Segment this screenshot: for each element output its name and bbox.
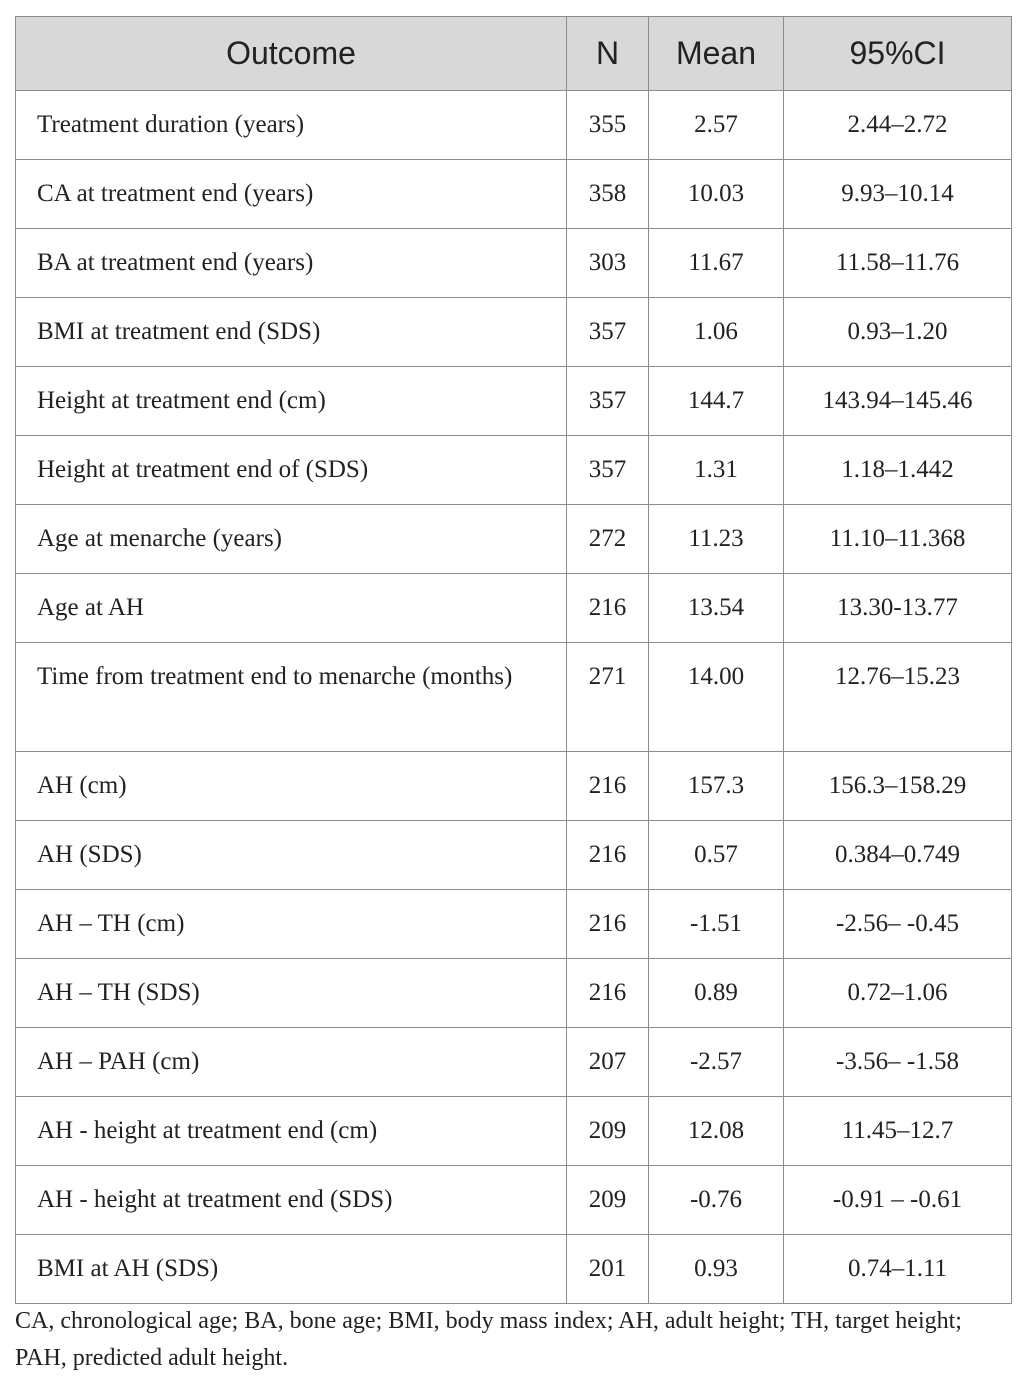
header-mean: Mean xyxy=(649,17,784,91)
cell-ci: 143.94–145.46 xyxy=(784,367,1012,436)
cell-n: 216 xyxy=(567,821,649,890)
cell-ci: 1.18–1.442 xyxy=(784,436,1012,505)
cell-ci: 0.72–1.06 xyxy=(784,959,1012,1028)
header-outcome: Outcome xyxy=(16,17,567,91)
table-row xyxy=(16,367,1012,436)
table-row xyxy=(16,229,1012,298)
header-ci: 95%CI xyxy=(784,17,1012,91)
cell-outcome: AH – TH (cm) xyxy=(16,890,567,959)
cell-ci: 11.58–11.76 xyxy=(784,229,1012,298)
table-header xyxy=(16,17,1012,91)
cell-mean: 0.93 xyxy=(649,1235,784,1304)
cell-ci: 0.74–1.11 xyxy=(784,1235,1012,1304)
cell-mean: 14.00 xyxy=(649,643,784,752)
table-row xyxy=(16,505,1012,574)
cell-ci: -3.56– -1.58 xyxy=(784,1028,1012,1097)
cell-mean: 13.54 xyxy=(649,574,784,643)
cell-mean: 1.06 xyxy=(649,298,784,367)
cell-mean: 11.23 xyxy=(649,505,784,574)
cell-ci: 12.76–15.23 xyxy=(784,643,1012,752)
cell-outcome: AH (SDS) xyxy=(16,821,567,890)
cell-ci: 2.44–2.72 xyxy=(784,91,1012,160)
cell-ci: -2.56– -0.45 xyxy=(784,890,1012,959)
cell-ci: 13.30-13.77 xyxy=(784,574,1012,643)
cell-outcome: BMI at treatment end (SDS) xyxy=(16,298,567,367)
cell-outcome: Treatment duration (years) xyxy=(16,91,567,160)
table-footnote: CA, chronological age; BA, bone age; BMI, body mass index; AH, adult height; TH, target height; PAH, predicted adult height. xyxy=(15,1308,962,1371)
cell-n: 209 xyxy=(567,1097,649,1166)
cell-outcome: BA at treatment end (years) xyxy=(16,229,567,298)
outcomes-table-container xyxy=(15,16,1011,1304)
table-row xyxy=(16,436,1012,505)
cell-n: 355 xyxy=(567,91,649,160)
cell-mean: 10.03 xyxy=(649,160,784,229)
table-row xyxy=(16,643,1012,752)
table-row xyxy=(16,574,1012,643)
cell-mean: 0.57 xyxy=(649,821,784,890)
cell-n: 357 xyxy=(567,298,649,367)
cell-mean: 12.08 xyxy=(649,1097,784,1166)
table-row xyxy=(16,821,1012,890)
header-row xyxy=(16,17,1012,91)
cell-outcome: AH - height at treatment end (SDS) xyxy=(16,1166,567,1235)
cell-n: 216 xyxy=(567,574,649,643)
cell-n: 303 xyxy=(567,229,649,298)
cell-outcome: BMI at AH (SDS) xyxy=(16,1235,567,1304)
table-row xyxy=(16,160,1012,229)
cell-outcome: Time from treatment end to menarche (months) xyxy=(16,643,567,752)
cell-outcome: Height at treatment end of (SDS) xyxy=(16,436,567,505)
cell-n: 216 xyxy=(567,959,649,1028)
cell-outcome: AH (cm) xyxy=(16,752,567,821)
cell-outcome: Age at AH xyxy=(16,574,567,643)
table-row xyxy=(16,959,1012,1028)
cell-mean: 1.31 xyxy=(649,436,784,505)
table-row xyxy=(16,1235,1012,1304)
cell-ci: 156.3–158.29 xyxy=(784,752,1012,821)
cell-outcome: AH – PAH (cm) xyxy=(16,1028,567,1097)
cell-mean: -2.57 xyxy=(649,1028,784,1097)
cell-mean: -0.76 xyxy=(649,1166,784,1235)
cell-ci: 11.45–12.7 xyxy=(784,1097,1012,1166)
cell-ci: 0.384–0.749 xyxy=(784,821,1012,890)
cell-n: 271 xyxy=(567,643,649,752)
table-row xyxy=(16,1097,1012,1166)
cell-n: 272 xyxy=(567,505,649,574)
outcomes-table xyxy=(15,16,1012,1304)
cell-mean: 157.3 xyxy=(649,752,784,821)
cell-n: 216 xyxy=(567,752,649,821)
table-row xyxy=(16,890,1012,959)
cell-n: 357 xyxy=(567,367,649,436)
table-row xyxy=(16,1166,1012,1235)
cell-mean: -1.51 xyxy=(649,890,784,959)
cell-mean: 2.57 xyxy=(649,91,784,160)
header-n: N xyxy=(567,17,649,91)
cell-n: 207 xyxy=(567,1028,649,1097)
table-row xyxy=(16,1028,1012,1097)
cell-n: 209 xyxy=(567,1166,649,1235)
cell-n: 357 xyxy=(567,436,649,505)
cell-mean: 11.67 xyxy=(649,229,784,298)
cell-n: 358 xyxy=(567,160,649,229)
cell-n: 201 xyxy=(567,1235,649,1304)
cell-ci: 0.93–1.20 xyxy=(784,298,1012,367)
cell-outcome: AH - height at treatment end (cm) xyxy=(16,1097,567,1166)
table-body xyxy=(16,91,1012,1304)
cell-outcome: Height at treatment end (cm) xyxy=(16,367,567,436)
cell-outcome: Age at menarche (years) xyxy=(16,505,567,574)
cell-ci: 9.93–10.14 xyxy=(784,160,1012,229)
cell-ci: -0.91 – -0.61 xyxy=(784,1166,1012,1235)
table-row xyxy=(16,91,1012,160)
cell-outcome: CA at treatment end (years) xyxy=(16,160,567,229)
cell-ci: 11.10–11.368 xyxy=(784,505,1012,574)
cell-outcome: AH – TH (SDS) xyxy=(16,959,567,1028)
table-row xyxy=(16,298,1012,367)
table-row xyxy=(16,752,1012,821)
cell-n: 216 xyxy=(567,890,649,959)
cell-mean: 0.89 xyxy=(649,959,784,1028)
cell-mean: 144.7 xyxy=(649,367,784,436)
